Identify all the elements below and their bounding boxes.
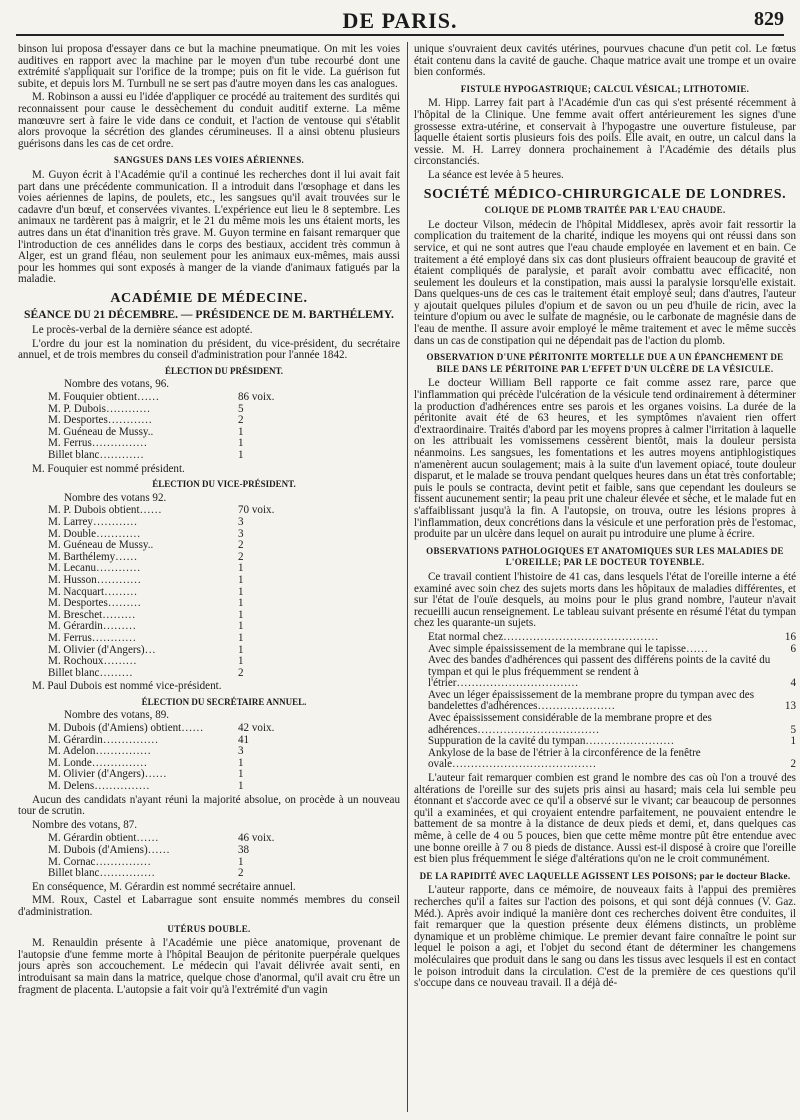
second-ballot xyxy=(48,833,400,879)
votes: 1 xyxy=(238,780,244,793)
paragraph: M. Guyon écrit à l'Académie qu'il a continué les recherches dont il lui avait fait part dans une précédente communication. Il a introduit dans l'œsophage et dans les voies aériennes de lapins, de poulets, etc., les sangsues qu'il avait trouvées sur le cadavre d'un bœuf, et conservées vivantes. L'expérience eut lieu le 8 septembre. Les animaux ne tardèrent pas à maigrir, et le 21 du même mois les uns étaient morts, les autres dans un état d'inanition très grave. M. Guyon termine en faisant remarquer que l'introduction de ces annélides dans le corps des bestiaux, accident très commun à Alger, est un grand fléau, non seulement pour les animaux eux-mêmes, mais aussi pour les hommes qui sont exposés à manger de la viande d'animaux fatigués par la maladie. xyxy=(18,168,400,286)
votes: 1 xyxy=(238,562,244,575)
election-title: ÉLECTION DU VICE-PRÉSIDENT. xyxy=(152,479,296,490)
votes: 1 xyxy=(238,643,244,656)
vote-row xyxy=(48,392,298,404)
tympan-label: Avec épaississement considérable de la membrane propre et des adhérences…………………………… xyxy=(428,712,712,736)
candidate: M. Rochoux……… xyxy=(48,655,137,668)
votes: 2 xyxy=(238,867,244,880)
election-title: ÉLECTION DU PRÉSIDENT. xyxy=(164,365,284,376)
section-title: DE LA RAPIDITÉ AVEC LAQUELLE AGISSENT LES POISONS; par le docteur Blacke. xyxy=(419,870,791,881)
candidate: Billet blanc…………… xyxy=(48,867,155,880)
votes: 70 voix. xyxy=(238,504,275,517)
votes: 1 xyxy=(238,631,244,644)
paragraph: M. Renauldin présente à l'Académie une pièce anatomique, provenant de l'autopsie d'une femme morte à l'hôpital Beaujon de péritonite puerpérale quelques jours après son accouchement. Le médecin qui l'avait délivrée avait senti, en introduisant sa main dans la matrice, quelque chose d'anormal, qu'il avait cru être un fragment de placenta. L'autopsie a fait voir qu'à l'extrémité d'un vagin xyxy=(18,937,400,996)
paragraph: L'auteur fait remarquer combien est grand le nombre des cas où l'on a trouvé des altérations de l'oreille sur des sujets pris ainsi au hasard; mais cela lui semble peu étonnant et s'accorde avec ce qu'il a observé sur le vivant; car beaucoup de personnes qu'il a examinées, et qui croyaient entendre parfaitement, ne pouvaient entendre le battement de sa montre à la distance de deux pieds et demi, et, dans quelques cas même, à celle de 4 ou 5 pouces, bien que cette même montre pût être entendue avec une bonne oreille à 7 ou 8 pieds de distance. Aussi est-il disposé à croire que l'oreille est bien plus fréquemment le siége d'altérations qu'on ne le croit communément. xyxy=(414,772,796,866)
votes: 38 xyxy=(238,844,250,856)
votes: 42 voix. xyxy=(238,722,275,735)
paragraph: unique s'ouvraient deux cavités utérines, pourvues chacune d'un petit col. Le fœtus était contenu dans la cavité de gauche. Chaque matrice avait une trompe et un ovaire bien conformés. xyxy=(414,44,796,79)
tympan-label: Suppuration de la cavité du tympan…………………… xyxy=(428,735,675,748)
votes: 1 xyxy=(238,855,244,868)
candidate: M. Olivier (d'Angers)…… xyxy=(48,768,167,781)
paragraph: En conséquence, M. Gérardin est nommé secrétaire annuel. xyxy=(32,880,296,893)
candidate: M. Lecanu………… xyxy=(48,562,141,575)
candidate: M. Cornac…………… xyxy=(48,855,151,868)
section-title: OBSERVATION D'UNE PÉRITONITE MORTELLE DUE A UN ÉPANCHEMENT DE BILE DANS LE PÉRITOINE PAR L'EFFET D'UN ULCÈRE DE LA VÉSICULE. xyxy=(426,352,784,374)
vote-row xyxy=(48,845,298,857)
votes: 2 xyxy=(238,539,244,552)
voters-count: Nombre des votans, 89. xyxy=(64,709,170,722)
candidate: M. Londe…………… xyxy=(48,756,148,769)
votes: 1 xyxy=(238,449,244,461)
voters-count: Nombre des votans, 87. xyxy=(32,818,138,831)
election-secretary xyxy=(48,697,400,793)
paragraph: Le docteur William Bell rapporte ce fait comme assez rare, parce que l'inflammation qui précède l'ulcération de la vésicule tend ordinairement à déterminer la production d'adhérences entre ses parois et les organes voisins. La durée de la péritonite avait été de 63 heures, et les symptômes n'avaient rien offert d'extraordinaire. Traités d'abord par les moyens propres à calmer l'irritation à laquelle on les attribuait les vomissemens cessèrent bientôt, mais la douleur persista néanmoins. Les sangsues, les fomentations et les autres moyens antiphlogistiques n'amenèrent aucun soulagement; mais à la suite d'un lavement opiacé, toute douleur disparut, et le malade se trouva pendant quelques heures dans un état très confortable; puis le pouls se contracta, devint petit et faible, sans que cependant les douleurs se fissent aucunement sentir; la peau prit une chaleur élevée et sèche, et le malade fut en s'affaiblissant jusqu'à la fin. A l'autopsie, on trouva, outre les lésions propres à l'inflammation, deux concrétions dans la vésicule et une perforation près de l'estomac, produite par un ulcère dans lequel on aurait pu introduire une plume à écrire. xyxy=(414,377,796,541)
right-column xyxy=(414,44,796,1114)
candidate: M. Desportes……… xyxy=(48,597,142,610)
candidate: M. Ferrus…………… xyxy=(48,437,148,450)
candidate: M. Guéneau de Mussy.. xyxy=(48,425,154,438)
paragraph: M. Paul Dubois est nommé vice-président. xyxy=(32,680,222,693)
candidate: M. Gérardin……… xyxy=(48,620,137,633)
candidate: M. Nacquart……… xyxy=(48,585,138,598)
vote-row xyxy=(48,598,298,610)
candidate: Billet blanc……… xyxy=(48,666,133,679)
section-title: FISTULE HYPOGASTRIQUE; CALCUL VÉSICAL; LITHOTOMIE. xyxy=(460,83,750,94)
paragraph: L'ordre du jour est la nomination du président, du vice-président, du secrétaire annuel, et de trois membres du conseil d'administration pour l'année 1842. xyxy=(18,337,400,362)
paragraph: La séance est levée à 5 heures. xyxy=(428,168,564,181)
candidate: M. Delens…………… xyxy=(48,780,150,793)
tympan-label: Etat normal chez…………………………………… xyxy=(428,630,659,643)
tympan-label: Avec des bandes d'adhérences qui passent des différens points de la cavité du tympan et qui le plus fréquemment se rendent à l'étrier…………………………… xyxy=(428,654,771,690)
vote-row xyxy=(48,668,298,680)
vote-row xyxy=(48,540,298,552)
paragraph: M. Fouquier est nommé président. xyxy=(32,462,185,475)
tympan-table xyxy=(428,632,796,771)
tympan-count: 5 xyxy=(790,723,796,736)
election-vice-president xyxy=(48,479,400,679)
column-rule xyxy=(407,42,408,1112)
section-title: COLIQUE DE PLOMB TRAITÉE PAR L'EAU CHAUDE. xyxy=(484,205,726,216)
votes: 1 xyxy=(238,655,244,668)
tympan-count: 1 xyxy=(790,735,796,748)
votes: 1 xyxy=(238,425,244,438)
section-title: UTÉRUS DOUBLE. xyxy=(167,923,251,934)
votes: 1 xyxy=(238,756,244,769)
tympan-row xyxy=(428,748,796,771)
votes: 3 xyxy=(238,527,244,540)
votes: 46 voix. xyxy=(238,832,275,845)
section-title: OBSERVATIONS PATHOLOGIQUES ET ANATOMIQUES SUR LES MALADIES DE L'OREILLE; PAR LE DOCTEUR TOYENBLE. xyxy=(426,545,784,568)
tympan-count: 2 xyxy=(790,758,796,771)
votes: 1 xyxy=(238,768,244,781)
tympan-count: 4 xyxy=(790,677,796,690)
paragraph: Le docteur Vilson, médecin de l'hôpital Middlesex, après avoir fait ressortir la complication du traitement de la charité, indique les moyens qui ont réussi dans son service, et qui ne sont autres que l'eau chaude employée en lavement et en bain. Ce traitement a été employé dans six cas dont plusieurs offraient beaucoup de gravité et étaient compliqués de paralysie, et paraît avoir combattu avec efficacité, non seulement les douleurs et la constipation, mais aussi la paralysie lorsqu'elle existait. Dans quelques-uns de ces cas le traitement était employé seul; dans d'autres, l'auteur y ajoutait quelques pilules d'opium et de savon ou un peu d'huile de ricin, avec la teinture d'opium ou avec le sulfate de magnésie, ou le carbonate de magnésie dans de l'eau de menthe. Il assure avoir employé le même traitement et avec le même succès dans un cas de constipation qui ne dépendait pas de l'action du plomb. xyxy=(414,218,796,347)
candidate: M. Barthélemy…… xyxy=(48,550,138,563)
vote-row xyxy=(48,575,298,587)
tympan-row xyxy=(428,690,796,713)
paragraph: Le procès-verbal de la dernière séance est adopté. xyxy=(32,324,253,337)
vote-row xyxy=(48,450,298,462)
vote-row xyxy=(48,656,298,668)
votes: 5 xyxy=(238,402,244,415)
votes: 1 xyxy=(238,597,244,610)
candidate: M. Ferrus………… xyxy=(48,631,137,644)
header-rule xyxy=(16,34,784,36)
page-number: 829 xyxy=(754,8,784,30)
vote-row xyxy=(48,517,298,529)
paragraph: Ce travail contient l'histoire de 41 cas, dans lesquels l'état de l'oreille interne a été examiné avec soin chez des sujets morts dans les hôpitaux de maladies différentes, et sur l'état de l'ouïe desquels, au moins pour le plus grand nombre, l'auteur n'avait recueilli aucun renseignement. Le tableau suivant présente en résumé l'état du tympan chez les quarante-un sujets. xyxy=(414,570,796,630)
votes: 86 voix. xyxy=(238,391,275,404)
candidate: M. P. Dubois………… xyxy=(48,402,151,415)
votes: 1 xyxy=(238,585,244,598)
academy-heading: ACADÉMIE DE MÉDECINE. xyxy=(110,290,308,306)
candidate: M. Dubois (d'Amiens) obtient…… xyxy=(48,722,204,735)
tympan-label: Ankylose de la base de l'étrier à la circonférence de la fenêtre ovale………………………………… xyxy=(428,746,701,771)
votes: 2 xyxy=(238,414,244,427)
tympan-row xyxy=(428,655,796,690)
section-title: SANGSUES DANS LES VOIES AÉRIENNES. xyxy=(113,155,305,166)
paragraph: binson lui proposa d'essayer dans ce but la machine pneumatique. On mit les voies auditives en rapport avec la machine par le moyen d'un tube recourbé dont une extrémité s'appliquait sur l'orifice de la trompe; puis on fit le vide. La guérison fut subite, et depuis lors M. Turnbull ne se sert pas d'autre moyen dans les cas analogues. xyxy=(18,44,400,90)
paragraph: Aucun des candidats n'ayant réuni la majorité absolue, on procède à un nouveau tour de scrutin. xyxy=(18,793,400,818)
tympan-label: Avec simple épaississement de la membrane qui le tapisse…… xyxy=(428,642,709,655)
paragraph: M. Robinson a aussi eu l'idée d'appliquer ce procédé au traitement des surdités qui reconnaissent pour cause le dessèchement du conduit auditif externe. La même manœuvre sert à faire le vide dans ce conduit, et l'action de ventouse qui s'établit alors provoque la sécrétion des glandes cérumineuses. Il a ainsi obtenu plusieurs guérisons dans les cas de cet ordre. xyxy=(18,91,400,150)
candidate: M. Larrey………… xyxy=(48,515,138,528)
candidate: M. Adelon…………… xyxy=(48,745,151,758)
tympan-count: 6 xyxy=(790,642,796,655)
masthead: DE PARIS. xyxy=(342,8,458,33)
tympan-count: 13 xyxy=(784,700,796,713)
votes: 1 xyxy=(238,573,244,586)
society-heading: SOCIÉTÉ MÉDICO-CHIRURGICALE DE LONDRES. xyxy=(423,186,787,202)
tympan-label: Avec un léger épaississement de la membrane propre du tympan avec des bandelettes d'adhérences………………… xyxy=(428,688,755,713)
votes: 3 xyxy=(238,745,244,758)
vote-row xyxy=(48,723,298,735)
tympan-count: 16 xyxy=(784,630,796,643)
candidate: M. Husson………… xyxy=(48,573,142,586)
voters-count: Nombre des votans 92. xyxy=(64,491,167,504)
votes: 41 xyxy=(238,733,250,746)
election-president xyxy=(48,366,400,462)
candidate: Billet blanc………… xyxy=(48,449,144,461)
tympan-row xyxy=(428,713,796,736)
candidate: M. Guéneau de Mussy.. xyxy=(48,539,154,552)
votes: 1 xyxy=(238,437,244,450)
vote-row xyxy=(48,868,298,880)
votes: 2 xyxy=(238,550,244,563)
paragraph: M. Hipp. Larrey fait part à l'Académie d'un cas qui s'est présenté récemment à l'hôpital de la Clinique. Une femme avait offert antérieurement les signes d'une grossesse extra-utérine, et conservait à l'hypogastre une ouverture fistuleuse, par laquelle étaient sortis plusieurs fois des poils. Elle avait, en outre, un calcul dans la vessie. M. H. Larrey donnera prochainement à l'Académie des détails plus circonstanciés. xyxy=(414,97,796,168)
candidate: M. Gérardin obtient…… xyxy=(48,832,159,845)
voters-count: Nombre des votans, 96. xyxy=(64,378,170,391)
votes: 3 xyxy=(238,515,244,528)
candidate: M. Olivier (d'Angers)… xyxy=(48,643,156,656)
candidate: M. Dubois (d'Amiens)…… xyxy=(48,844,170,856)
candidate: M. Breschet……… xyxy=(48,608,136,621)
candidate: M. Fouquier obtient…… xyxy=(48,391,160,404)
votes: 1 xyxy=(238,620,244,633)
tympan-row xyxy=(428,632,796,644)
page-header xyxy=(0,8,800,32)
session-heading: SÉANCE DU 21 DÉCEMBRE. — PRÉSIDENCE DE M. BARTHÉLEMY. xyxy=(24,308,394,322)
candidate: M. Double………… xyxy=(48,527,141,540)
left-column xyxy=(18,44,400,1114)
paragraph: MM. Roux, Castel et Labarrague sont ensuite nommés membres du conseil d'administration. xyxy=(18,894,400,918)
candidate: M. Desportes………… xyxy=(48,414,153,427)
vote-row xyxy=(48,781,298,793)
votes: 1 xyxy=(238,608,244,621)
candidate: M. Gérardin…………… xyxy=(48,733,159,746)
candidate: M. P. Dubois obtient…… xyxy=(48,504,162,517)
election-title: ÉLECTION DU SECRÉTAIRE ANNUEL. xyxy=(141,696,307,707)
paragraph: L'auteur rapporte, dans ce mémoire, de nouveaux faits à l'appui des premières recherches qu'il a faites sur l'action des poisons, et qui sont déjà connues (V. Gaz. Méd.). Après avoir indiqué la manière dont ces recherches doivent être conduites, il fait remarquer que la question présente deux élémens distincts, un problème dynamique et un problème chimique. Le premier devant faire connaître le point sur lequel le poison a agi, et l'objet du second étant de déterminer les changemens moléculaires que produit dans le sang ou dans les tissus avec lesquels il est en contact le poison introduit dans la circulation. C'est de la première de ces questions qu'il s'occupe dans ce nouveau travail. Il a déjà dé- xyxy=(414,884,796,990)
vote-row xyxy=(48,633,298,645)
votes: 2 xyxy=(238,666,244,679)
